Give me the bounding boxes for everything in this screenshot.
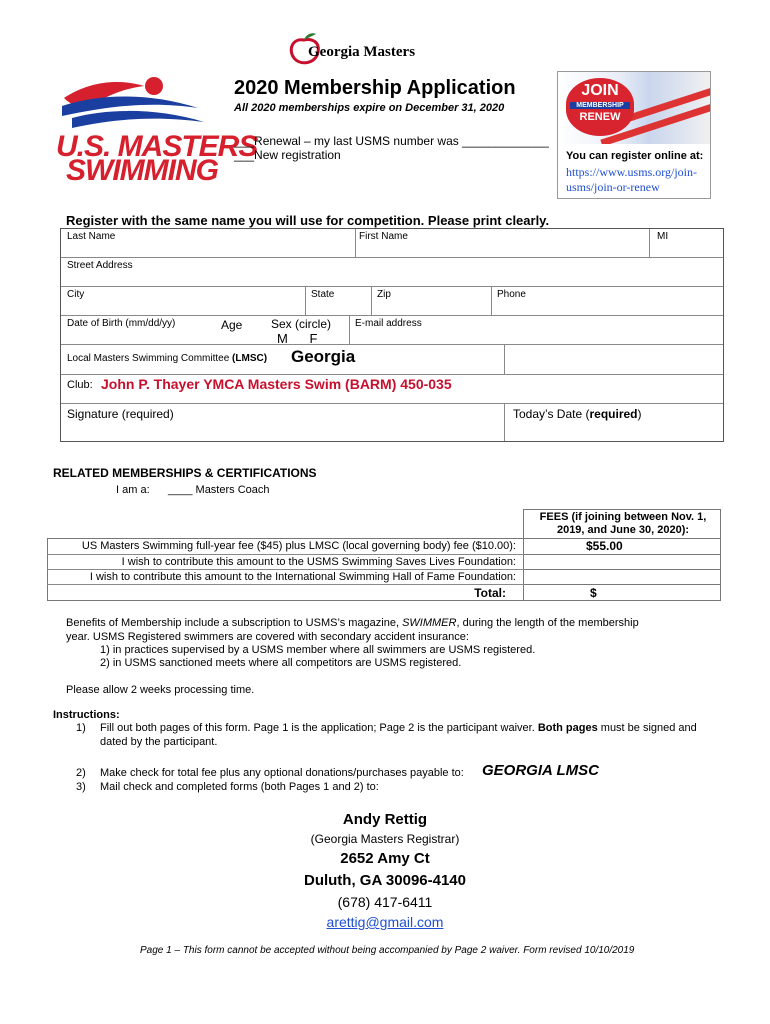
i-am-a-label: I am a:	[116, 484, 150, 496]
benefits-line1: Benefits of Membership include a subscription to USMS’s magazine, SWIMMER, during the length of the membership	[66, 617, 639, 629]
step2-text: Make check for total fee plus any optional donations/purchases payable to:	[100, 767, 464, 779]
step1-line2: dated by the participant.	[100, 736, 218, 748]
lmsc-label: Local Masters Swimming Committee (LMSC)	[67, 353, 268, 364]
step3-text: Mail check and completed forms (both Pages 1 and 2) to:	[100, 781, 379, 793]
georgia-masters-text: Georgia Masters	[308, 44, 416, 60]
register-online-link[interactable]	[566, 165, 697, 195]
fee-cell-total[interactable]	[523, 584, 721, 601]
link-line2: usms/join-or-renew	[566, 180, 660, 194]
sex-label: Sex (circle)	[271, 317, 332, 331]
step1-text: Fill out both pages of this form. Page 1 is the application; Page 2 is the participant waiver. Both pages must be signed and	[100, 722, 697, 734]
fees-header: FEES (if joining between Nov. 1, 2019, and June 30, 2020):	[539, 511, 707, 536]
age-label: Age	[221, 318, 243, 332]
sex-options: M F	[277, 331, 318, 346]
phone-label: Phone	[497, 289, 526, 300]
usms-logo-line2: SWIMMING	[66, 154, 218, 187]
fee-row-1-desc: US Masters Swimming full-year fee ($45) plus LMSC (local governing body) fee ($10.00):	[81, 540, 516, 552]
fee-row-2-desc: I wish to contribute this amount to the USMS Swimming Saves Lives Foundation:	[121, 556, 516, 568]
form-instruction: Register with the same name you will use for competition. Please print clearly.	[66, 213, 550, 228]
page-title: 2020 Membership Application	[234, 77, 516, 99]
fee-cell-2[interactable]	[523, 554, 721, 570]
state-label: State	[311, 289, 335, 300]
mailing-address	[235, 810, 535, 932]
benefits-line2: year. USMS Registered swimmers are covered with secondary accident insurance:	[66, 631, 469, 643]
link-line1: https://www.usms.org/join-	[566, 165, 698, 179]
first-name-label: First Name	[359, 231, 408, 242]
email-label: E-mail address	[355, 318, 422, 329]
step3-num: 3)	[76, 781, 86, 793]
benefits-item1: 1) in practices supervised by a USMS member where all swimmers are USMS registered.	[100, 644, 536, 656]
benefits-item2: 2) in USMS sanctioned meets where all competitors are USMS registered.	[100, 657, 462, 669]
street-label: Street Address	[67, 260, 133, 271]
total-value: $	[590, 586, 597, 600]
lmsc-value: Georgia	[291, 347, 356, 366]
swimmer-icon	[58, 72, 208, 134]
related-heading: RELATED MEMBERSHIPS & CERTIFICATIONS	[53, 466, 317, 480]
zip-label: Zip	[377, 289, 391, 300]
new-registration-line: ___New registration	[234, 148, 341, 162]
fee-row-3-desc: I wish to contribute this amount to the International Swimming Hall of Fame Foundation:	[89, 571, 516, 583]
processing-note: Please allow 2 weeks processing time.	[66, 684, 255, 696]
expiry-note: All 2020 memberships expire on December 31, 2020	[234, 102, 505, 114]
online-caption: You can register online at:	[566, 150, 704, 162]
masters-coach-option: ____ Masters Coach	[168, 484, 270, 496]
signature-label: Signature (required)	[67, 407, 174, 421]
registrar-phone: (678) 417-6411	[337, 894, 433, 910]
instructions-heading: Instructions:	[53, 709, 120, 721]
registrar-email-link[interactable]: arettig@gmail.com	[326, 914, 444, 930]
club-value: John P. Thayer YMCA Masters Swim (BARM) 450-035	[101, 376, 452, 392]
fee-cell-3[interactable]	[523, 569, 721, 585]
city-label: City	[67, 289, 85, 300]
fee-row-1-value: $55.00	[586, 539, 623, 553]
renewal-line: ___Renewal – my last USMS number was _____________	[234, 134, 549, 148]
registrar-role: (Georgia Masters Registrar)	[310, 832, 460, 846]
usms-logo-line1: U.S. MASTERS	[56, 130, 258, 163]
club-label: Club:	[67, 379, 93, 391]
mail-street: 2652 Amy Ct	[340, 850, 430, 867]
today-date-label: Today’s Date (required)	[513, 407, 642, 421]
online-registration-box	[557, 71, 711, 199]
step1-num: 1)	[76, 722, 86, 734]
mi-label: MI	[657, 231, 669, 242]
join-banner	[558, 72, 710, 144]
join-badge: JOIN MEMBERSHIP RENEW	[566, 78, 634, 136]
georgia-masters-logo	[286, 32, 436, 66]
payee: GEORGIA LMSC	[482, 762, 599, 779]
registration-form	[60, 228, 724, 442]
page-footer: Page 1 – This form cannot be accepted without being accompanied by Page 2 waiver. Form revised 10/10/2019	[140, 945, 635, 956]
dob-label: Date of Birth (mm/dd/yy)	[67, 318, 176, 329]
mail-city: Duluth, GA 30096-4140	[303, 872, 466, 889]
total-label: Total:	[474, 586, 506, 600]
registrar-name: Andy Rettig	[342, 811, 428, 828]
step2-num: 2)	[76, 767, 86, 779]
last-name-label: Last Name	[67, 231, 116, 242]
usms-logo	[56, 72, 258, 187]
